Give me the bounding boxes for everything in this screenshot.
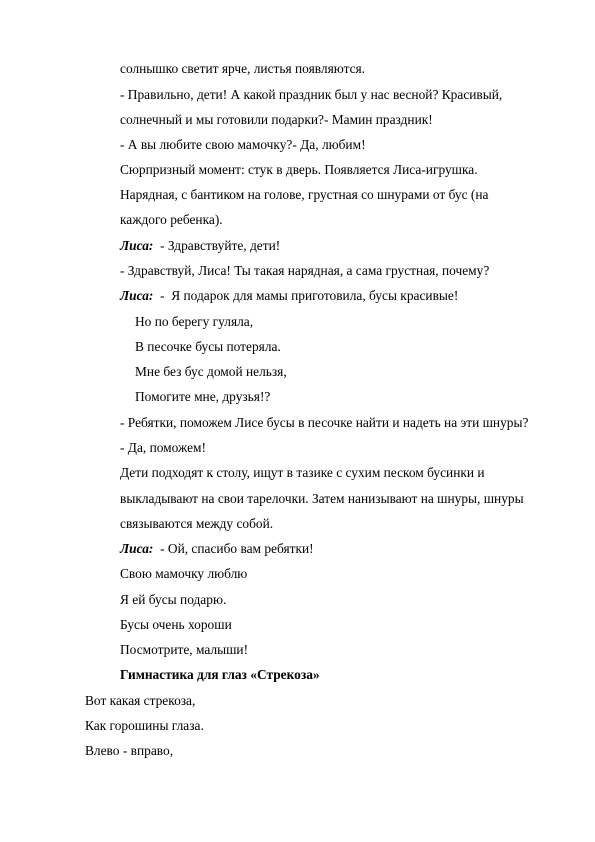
dialogue-text: - Я подарок для мамы приготовила, бусы красивые! [153, 288, 459, 303]
text-line: солнечный и мы готовили подарки?- Мамин праздник! [120, 112, 433, 127]
text-line: солнышко светит ярче, листья появляются. [120, 61, 366, 76]
dialogue-line [120, 239, 280, 252]
speaker-name: Лиса: [120, 238, 154, 253]
poem-line: Вот какая стрекоза, [85, 693, 196, 708]
text-line: Нарядная, с бантиком на голове, грустная со шнурами от бус (на [120, 187, 489, 202]
poem-line: Как горошины глаза. [85, 718, 204, 733]
text-line: - А вы любите свою мамочку?- Да, любим! [120, 137, 366, 152]
poem-line: В песочке бусы потеряла. [135, 339, 281, 354]
poem-line: Я ей бусы подарю. [120, 592, 227, 607]
text-line: каждого ребенка). [120, 212, 223, 227]
dialogue-text: - Здравствуйте, дети! [153, 238, 281, 253]
text-line: Сюрпризный момент: стук в дверь. Появляется Лиса-игрушка. [120, 162, 478, 177]
speaker-name: Лиса: [120, 288, 154, 303]
section-heading: Гимнастика для глаз «Стрекоза» [120, 667, 320, 682]
text-line: - Правильно, дети! А какой праздник был у нас весной? Красивый, [120, 87, 503, 102]
speaker-name: Лиса: [120, 541, 154, 556]
text-line: связываются между собой. [120, 516, 274, 531]
dialogue-line [120, 542, 314, 555]
dialogue-text: - Ой, спасибо вам ребятки! [153, 541, 314, 556]
text-line: - Да, поможем! [120, 440, 206, 455]
text-line: выкладывают на свои тарелочки. Затем нанизывают на шнуры, шнуры [120, 491, 524, 506]
poem-line: Но по берегу гуляла, [135, 314, 254, 329]
poem-line: Мне без бус домой нельзя, [135, 364, 287, 379]
text-line: Дети подходят к столу, ищут в тазике с сухим песком бусинки и [120, 465, 485, 480]
poem-line: Свою мамочку люблю [120, 566, 248, 581]
poem-line: Влево - вправо, [85, 743, 174, 758]
poem-line: Бусы очень хороши [120, 617, 232, 632]
poem-line: Посмотрите, малыши! [120, 642, 249, 657]
dialogue-line [120, 289, 458, 302]
text-line: - Здравствуй, Лиса! Ты такая нарядная, а сама грустная, почему? [120, 263, 490, 278]
text-line: - Ребятки, поможем Лисе бусы в песочке найти и надеть на эти шнуры? [120, 415, 529, 430]
poem-line: Помогите мне, друзья!? [135, 389, 271, 404]
